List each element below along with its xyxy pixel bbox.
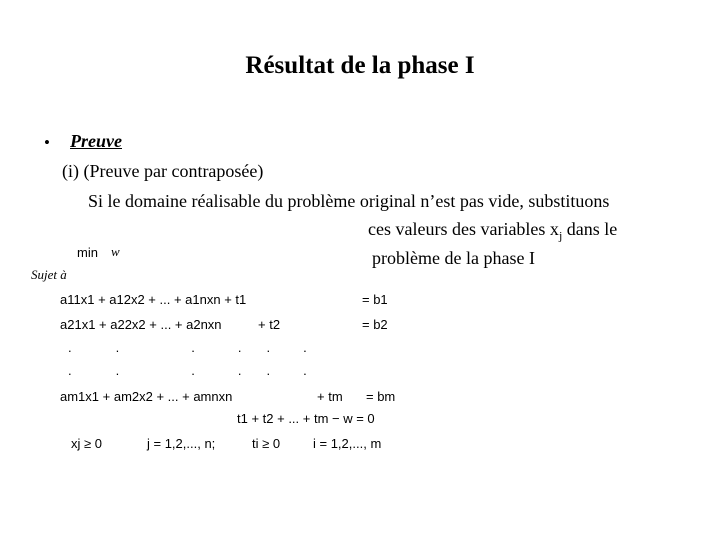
proof-line-3-tail: dans le (562, 219, 618, 239)
constraint-row-2: a21x1 + a22x2 + ... + a2nxn (60, 317, 222, 332)
constraint-row-1-rhs: = b1 (362, 292, 388, 307)
proof-line-3-text: ces valeurs des variables x (368, 219, 559, 239)
nonneg-x: xj ≥ 0 (71, 436, 102, 451)
nonneg-j-range: j = 1,2,..., n; (147, 436, 216, 451)
constraint-row-2-rhs: = b2 (362, 317, 388, 332)
vdots-row-2: . . . . . . (68, 363, 307, 378)
constraint-row-m-t: + tm (317, 389, 343, 404)
objective-min: min (77, 245, 98, 260)
proof-line-2: Si le domaine réalisable du problème original n’est pas vide, substituons (88, 191, 610, 211)
section-heading: Preuve (70, 131, 122, 151)
nonneg-t: ti ≥ 0 (252, 436, 281, 451)
proof-line-3-sub: j (558, 228, 563, 243)
objective-row: t1 + t2 + ... + tm − w = 0 (237, 411, 375, 426)
subject-to-label: Sujet à (31, 267, 67, 282)
proof-line-4: problème de la phase I (372, 248, 535, 268)
bullet-icon: • (44, 133, 50, 152)
nonneg-i-range: i = 1,2,..., m (313, 436, 382, 451)
proof-line-3 (368, 219, 617, 244)
proof-line-1: (i) (Preuve par contraposée) (62, 161, 264, 181)
objective-w: w (111, 244, 120, 259)
vdots-row-1: . . . . . . (68, 340, 307, 355)
constraint-row-m-rhs: = bm (366, 389, 396, 404)
constraint-row-2-t: + t2 (258, 317, 281, 332)
constraint-row-m: am1x1 + am2x2 + ... + amnxn (60, 389, 233, 404)
slide-title: Résultat de la phase I (245, 52, 475, 79)
constraint-row-1: a11x1 + a12x2 + ... + a1nxn + t1 (60, 292, 247, 307)
